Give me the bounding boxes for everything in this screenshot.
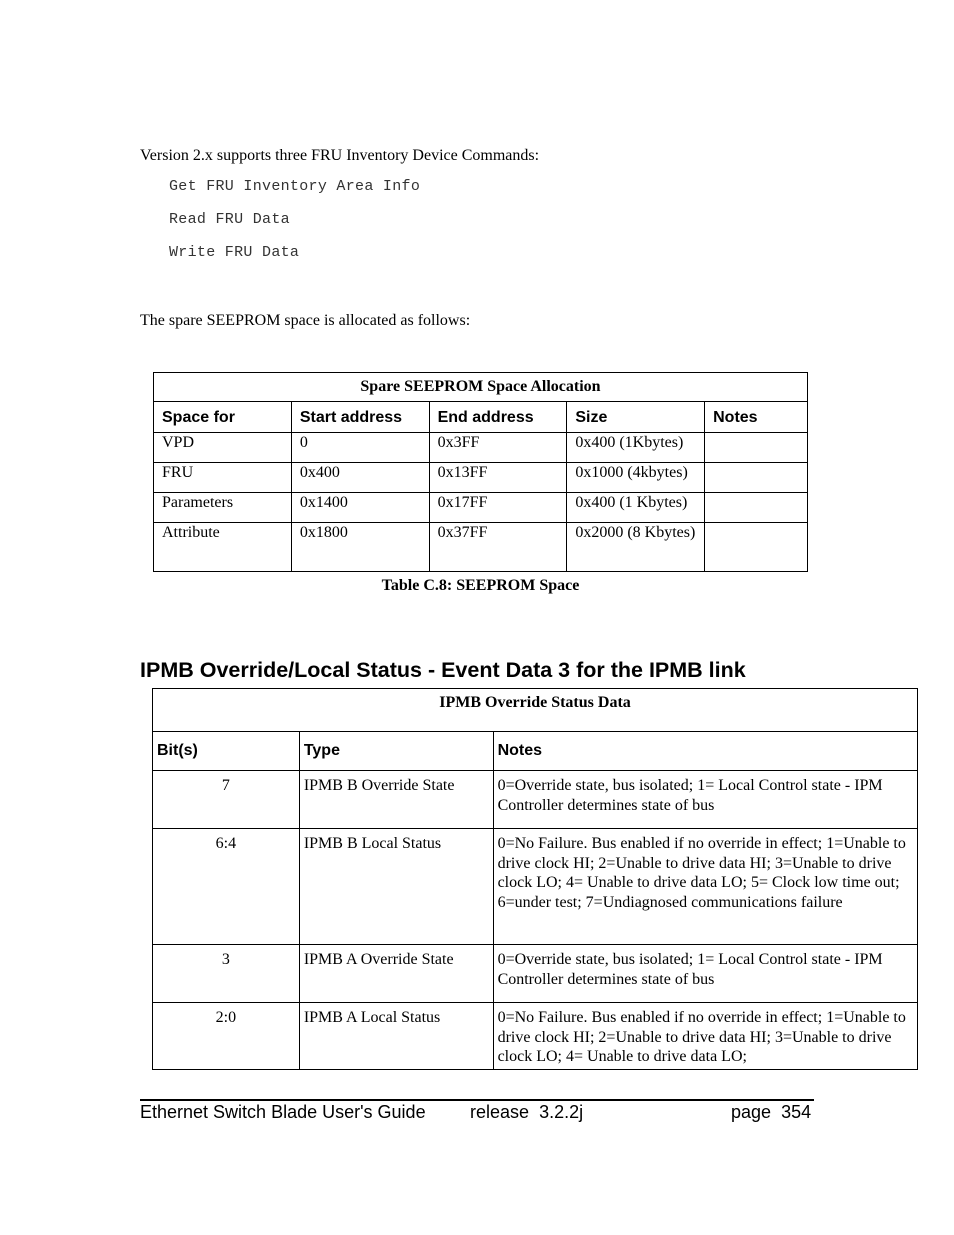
footer-divider bbox=[140, 1099, 814, 1101]
table-cell: 0=No Failure. Bus enabled if no override in effect; 1=Unable to drive clock HI; 2=Unable to drive data HI; 3=Unable to drive clock LO; 4= Unable to drive data LO; bbox=[493, 1003, 917, 1070]
table-title: Spare SEEPROM Space Allocation bbox=[154, 373, 808, 402]
table-caption: Table C.8: SEEPROM Space bbox=[381, 577, 580, 594]
table-cell: IPMB A Local Status bbox=[299, 1003, 493, 1070]
table-row bbox=[154, 463, 808, 493]
table-cell bbox=[705, 493, 808, 523]
table-title: IPMB Override Status Data bbox=[153, 689, 918, 732]
command-write-fru-data: Write FRU Data bbox=[169, 244, 300, 261]
table-cell: 0x400 (1 Kbytes) bbox=[567, 493, 705, 523]
footer-guide-title: Ethernet Switch Blade User's Guide bbox=[140, 1102, 426, 1122]
table-row bbox=[153, 771, 918, 829]
table-cell: 0x1000 (4kbytes) bbox=[567, 463, 705, 493]
table-row bbox=[153, 1003, 918, 1070]
table-cell: 2:0 bbox=[153, 1003, 300, 1070]
table-cell: FRU bbox=[154, 463, 292, 493]
table-cell: 6:4 bbox=[153, 829, 300, 945]
seeprom-allocation-table bbox=[153, 372, 808, 572]
section-heading: IPMB Override/Local Status - Event Data 3 for the IPMB link bbox=[140, 658, 746, 682]
footer-page bbox=[731, 1102, 811, 1123]
table-cell: 0=Override state, bus isolated; 1= Local Control state - IPM Controller determines state of bus bbox=[493, 945, 917, 1003]
table-cell: 0x3FF bbox=[429, 433, 567, 463]
table-row bbox=[154, 493, 808, 523]
column-header-bits: Bit(s) bbox=[153, 732, 300, 771]
column-header-size: Size bbox=[567, 402, 705, 433]
table-cell: 0x2000 (8 Kbytes) bbox=[567, 523, 705, 572]
table-cell: 0x13FF bbox=[429, 463, 567, 493]
table-cell: IPMB B Local Status bbox=[299, 829, 493, 945]
table-cell: Parameters bbox=[154, 493, 292, 523]
column-header-space-for: Space for bbox=[154, 402, 292, 433]
table-cell: 3 bbox=[153, 945, 300, 1003]
footer-release bbox=[470, 1102, 583, 1123]
command-read-fru-data: Read FRU Data bbox=[169, 211, 290, 228]
table-cell: VPD bbox=[154, 433, 292, 463]
table-cell: 0x37FF bbox=[429, 523, 567, 572]
table-cell: 0x17FF bbox=[429, 493, 567, 523]
table-cell: Attribute bbox=[154, 523, 292, 572]
table-cell: IPMB B Override State bbox=[299, 771, 493, 829]
table-header-row bbox=[153, 732, 918, 771]
ipmb-override-status-table bbox=[152, 688, 918, 1070]
footer-page-number: 354 bbox=[781, 1102, 812, 1122]
column-header-notes: Notes bbox=[705, 402, 808, 433]
table-row bbox=[154, 433, 808, 463]
table-cell: 7 bbox=[153, 771, 300, 829]
table-cell: 0x400 bbox=[291, 463, 429, 493]
footer-page-label: page bbox=[731, 1102, 772, 1122]
footer-release-value: 3.2.2j bbox=[539, 1102, 584, 1122]
table-header-row bbox=[154, 402, 808, 433]
intro-paragraph: Version 2.x supports three FRU Inventory Device Commands: bbox=[140, 147, 540, 164]
column-header-notes: Notes bbox=[493, 732, 917, 771]
table-cell bbox=[705, 433, 808, 463]
column-header-end-address: End address bbox=[429, 402, 567, 433]
table-cell bbox=[705, 463, 808, 493]
table-cell: IPMB A Override State bbox=[299, 945, 493, 1003]
table-cell: 0x1800 bbox=[291, 523, 429, 572]
table-row bbox=[153, 945, 918, 1003]
table-row bbox=[154, 523, 808, 572]
column-header-start-address: Start address bbox=[291, 402, 429, 433]
footer-release-label: release bbox=[470, 1102, 530, 1122]
table-row bbox=[153, 829, 918, 945]
table-cell: 0x400 (1Kbytes) bbox=[567, 433, 705, 463]
table-cell bbox=[705, 523, 808, 572]
table-cell: 0x1400 bbox=[291, 493, 429, 523]
column-header-type: Type bbox=[299, 732, 493, 771]
table-cell: 0 bbox=[291, 433, 429, 463]
table-cell: 0=Override state, bus isolated; 1= Local Control state - IPM Controller determines state of bus bbox=[493, 771, 917, 829]
table-cell: 0=No Failure. Bus enabled if no override in effect; 1=Unable to drive clock HI; 2=Unable to drive data HI; 3=Unable to drive clock LO; 4= Unable to drive data LO; 5= Clock low time out; 6=under test; 7=Undiagnosed communications failure bbox=[493, 829, 917, 945]
seeprom-intro-paragraph: The spare SEEPROM space is allocated as follows: bbox=[140, 312, 471, 329]
command-get-fru-inventory-area-info: Get FRU Inventory Area Info bbox=[169, 178, 421, 195]
